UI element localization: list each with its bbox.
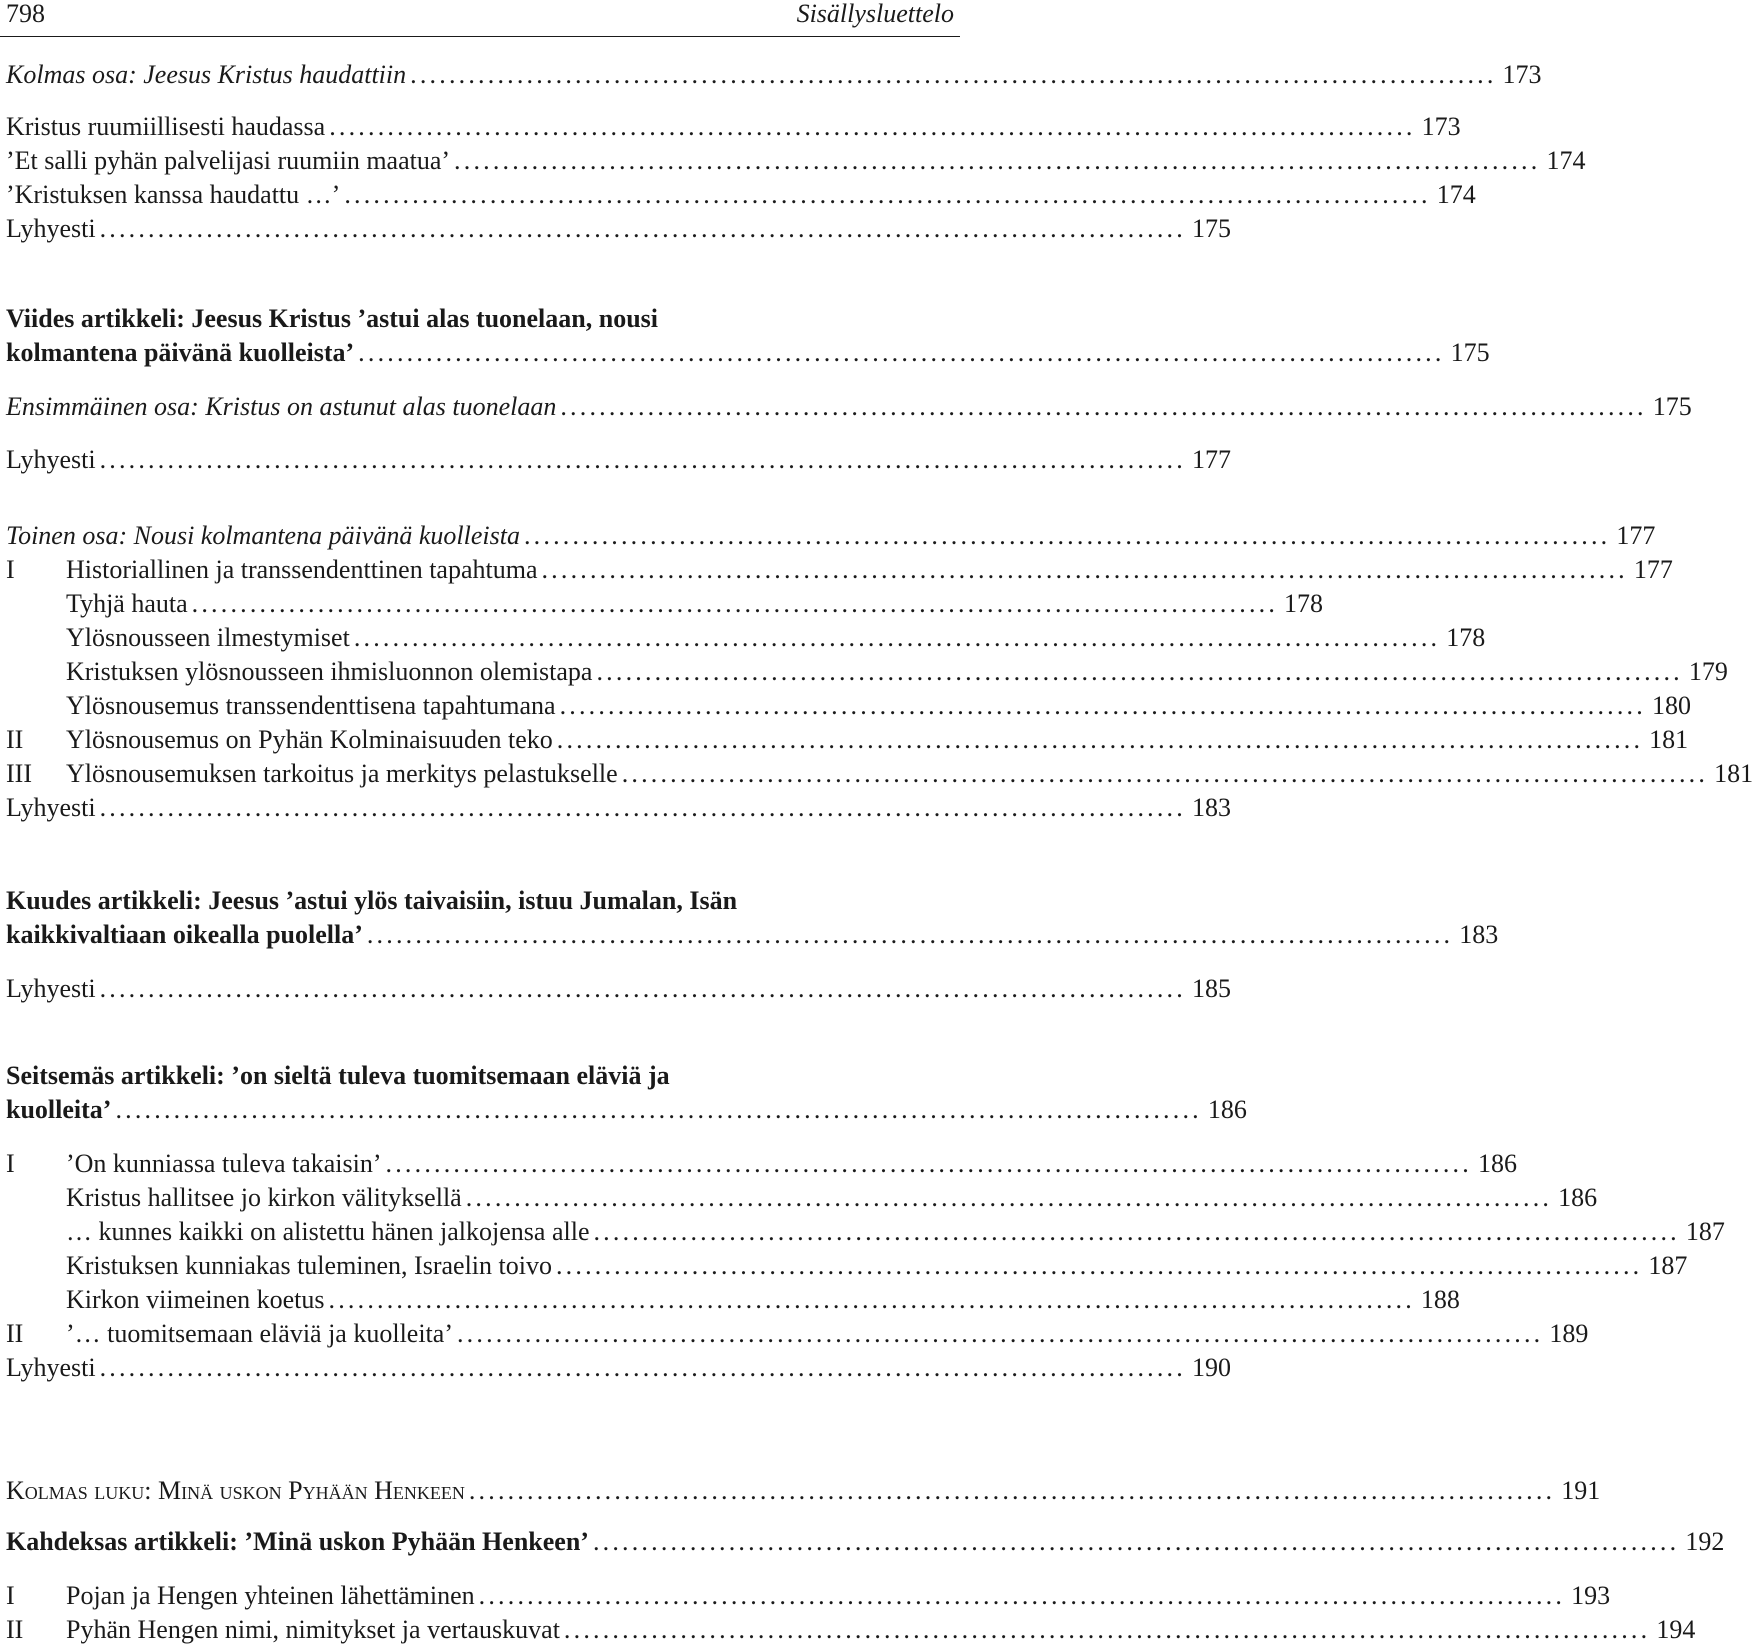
toc-entry[interactable] [6, 1249, 1688, 1283]
dot-leader: ................................................................................................................ [456, 1319, 1544, 1348]
entry-title: ’Kristuksen kanssa haudattu …’ [6, 180, 341, 209]
dot-leader: ................................................................................................................ [559, 691, 1646, 720]
entry-title: kolmantena päivänä kuolleista’ [6, 338, 355, 367]
entry-page: 177 [1616, 521, 1656, 550]
dot-leader: ................................................................................................................ [563, 1615, 1651, 1644]
article-heading: Kuudes artikkeli: Jeesus ’astui ylös taivaisiin, istuu Jumalan, Isän [6, 886, 738, 915]
entry-page: 174 [1436, 180, 1476, 209]
toc-entry[interactable] [6, 212, 1231, 246]
toc-entry[interactable] [6, 972, 1231, 1006]
toc-entry[interactable] [6, 336, 1490, 370]
entry-title: Kristus hallitsee jo kirkon välityksellä [66, 1183, 462, 1212]
entry-page: 175 [1191, 214, 1231, 243]
toc-entry[interactable] [6, 918, 1499, 952]
entry-page: 173 [1502, 60, 1542, 89]
toc-entry[interactable] [6, 1351, 1231, 1385]
entry-page: 181 [1714, 759, 1753, 788]
dot-leader: ................................................................................................................ [115, 1095, 1202, 1124]
dot-leader: ................................................................................................................ [478, 1581, 1566, 1610]
dot-leader: ................................................................................................................ [410, 60, 1497, 89]
entry-title: Lyhyesti [6, 974, 96, 1003]
chapter-title: Kolmas luku: Minä uskon Pyhään Henkeen [6, 1476, 465, 1505]
entry-title: ’… tuomitsemaan eläviä ja kuolleita’ [66, 1319, 453, 1348]
entry-page: 186 [1558, 1183, 1598, 1212]
section-numeral: I [6, 1149, 15, 1178]
entry-page: 173 [1421, 112, 1461, 141]
toc-entry[interactable] [6, 1474, 1601, 1508]
section-numeral: I [6, 1581, 15, 1610]
entry-page: 190 [1191, 1353, 1231, 1382]
dot-leader: ................................................................................................................ [99, 793, 1186, 822]
entry-page: 191 [1561, 1476, 1601, 1505]
entry-title: kaikkivaltiaan oikealla puolella’ [6, 920, 363, 949]
dot-leader: ................................................................................................................ [191, 589, 1279, 618]
toc-entry[interactable] [6, 390, 1692, 424]
dot-leader: ................................................................................................................ [468, 1476, 1556, 1505]
toc-entry[interactable] [6, 1215, 1725, 1249]
section-numeral: II [6, 725, 24, 754]
entry-title: Tyhjä hauta [66, 589, 188, 618]
entry-title: Kristus ruumiillisesti haudassa [6, 112, 326, 141]
dot-leader: ................................................................................................................ [358, 338, 1445, 367]
dot-leader: ................................................................................................................ [385, 1149, 1472, 1178]
toc-entry[interactable] [6, 723, 1689, 757]
entry-page: 186 [1477, 1149, 1517, 1178]
dot-leader: ................................................................................................................ [592, 1527, 1680, 1556]
entry-page: 175 [1450, 338, 1490, 367]
entry-title: Lyhyesti [6, 214, 96, 243]
entry-title: Kirkon viimeinen koetus [66, 1285, 325, 1314]
toc-entry[interactable] [6, 178, 1476, 212]
entry-title: Kristuksen kunniakas tuleminen, Israelin toivo [66, 1251, 552, 1280]
entry-page: 185 [1191, 974, 1231, 1003]
dot-leader: ................................................................................................................ [556, 725, 1644, 754]
entry-title: Pyhän Hengen nimi, nimitykset ja vertauskuvat [66, 1615, 560, 1644]
entry-page: 178 [1446, 623, 1486, 652]
section-numeral: II [6, 1319, 24, 1348]
entry-page: 186 [1207, 1095, 1247, 1124]
toc-entry[interactable] [6, 1613, 1696, 1647]
dot-leader: ................................................................................................................ [560, 392, 1647, 421]
entry-title: Kolmas osa: Jeesus Kristus haudattiin [6, 60, 407, 89]
toc-entry[interactable] [6, 1579, 1611, 1613]
entry-title: ’On kunniassa tuleva takaisin’ [66, 1149, 382, 1178]
entry-title: Toinen osa: Nousi kolmantena päivänä kuolleista [6, 521, 520, 550]
section-numeral: III [6, 759, 32, 788]
toc-entry[interactable] [6, 1317, 1589, 1351]
entry-title: Lyhyesti [6, 1353, 96, 1382]
entry-page: 180 [1651, 691, 1691, 720]
toc-entry[interactable] [6, 1093, 1247, 1127]
toc-entry[interactable] [6, 587, 1324, 621]
entry-page: 181 [1649, 725, 1689, 754]
dot-leader: ................................................................................................................ [541, 555, 1628, 584]
toc-entry[interactable] [6, 621, 1486, 655]
dot-leader: ................................................................................................................ [555, 1251, 1643, 1280]
article-heading: Viides artikkeli: Jeesus Kristus ’astui alas tuonelaan, nousi [6, 304, 659, 333]
toc-entry[interactable] [6, 655, 1728, 689]
toc-entry[interactable] [6, 443, 1231, 477]
toc-entry[interactable] [6, 1147, 1517, 1181]
toc-entry[interactable] [6, 1525, 1725, 1559]
toc-entry[interactable] [6, 791, 1231, 825]
running-title: Sisällysluettelo [796, 0, 954, 28]
entry-title: Lyhyesti [6, 793, 96, 822]
entry-page: 188 [1420, 1285, 1460, 1314]
dot-leader: ................................................................................................................ [621, 759, 1709, 788]
entry-page: 189 [1549, 1319, 1589, 1348]
entry-page: 177 [1191, 445, 1231, 474]
page-number: 798 [6, 0, 45, 28]
entry-page: 193 [1571, 1581, 1611, 1610]
entry-title: Ylösnousemus on Pyhän Kolminaisuuden teko [66, 725, 553, 754]
entry-title: Kristuksen ylösnousseen ihmisluonnon olemistapa [66, 657, 593, 686]
entry-page: 192 [1685, 1527, 1725, 1556]
entry-page: 179 [1688, 657, 1728, 686]
article-heading: Seitsemäs artikkeli: ’on sieltä tuleva tuomitsemaan eläviä ja [6, 1061, 670, 1090]
entry-title: Ylösnousemuksen tarkoitus ja merkitys pelastukselle [66, 759, 618, 788]
dot-leader: ................................................................................................................ [454, 146, 1541, 175]
entry-page: 178 [1284, 589, 1324, 618]
dot-leader: ................................................................................................................ [99, 214, 1186, 243]
entry-title: Ylösnousemus transsendenttisena tapahtumana [66, 691, 556, 720]
entry-page: 177 [1633, 555, 1673, 584]
dot-leader: ................................................................................................................ [99, 445, 1186, 474]
entry-page: 174 [1546, 146, 1586, 175]
dot-leader: ................................................................................................................ [465, 1183, 1553, 1212]
entry-title: Lyhyesti [6, 445, 96, 474]
toc-entry[interactable] [6, 110, 1461, 144]
entry-page: 187 [1648, 1251, 1688, 1280]
entry-title: ’Et salli pyhän palvelijasi ruumiin maatua’ [6, 146, 451, 175]
dot-leader: ................................................................................................................ [353, 623, 1441, 652]
toc-entry[interactable] [6, 689, 1691, 723]
entry-page: 183 [1191, 793, 1231, 822]
entry-title: Kahdeksas artikkeli: ’Minä uskon Pyhään Henkeen’ [6, 1527, 589, 1556]
entry-title: kuolleita’ [6, 1095, 112, 1124]
dot-leader: ................................................................................................................ [344, 180, 1431, 209]
dot-leader: ................................................................................................................ [99, 1353, 1186, 1382]
entry-page: 183 [1459, 920, 1499, 949]
toc-entry[interactable] [6, 553, 1673, 587]
entry-page: 187 [1685, 1217, 1725, 1246]
toc-entry[interactable] [6, 144, 1586, 178]
entry-page: 194 [1656, 1615, 1696, 1644]
toc-entry[interactable] [6, 757, 1753, 791]
dot-leader: ................................................................................................................ [328, 1285, 1415, 1314]
entry-title: Historiallinen ja transsendenttinen tapahtuma [66, 555, 538, 584]
entry-title: Ylösnousseen ilmestymiset [66, 623, 350, 652]
dot-leader: ................................................................................................................ [596, 657, 1683, 686]
entry-title: … kunnes kaikki on alistettu hänen jalkojensa alle [66, 1217, 590, 1246]
dot-leader: ................................................................................................................ [329, 112, 1416, 141]
entry-page: 175 [1652, 392, 1692, 421]
entry-title: Pojan ja Hengen yhteinen lähettäminen [66, 1581, 475, 1610]
dot-leader: ................................................................................................................ [523, 521, 1611, 550]
toc-entry[interactable] [6, 1283, 1460, 1317]
dot-leader: ................................................................................................................ [99, 974, 1186, 1003]
toc-entry[interactable] [6, 1181, 1598, 1215]
dot-leader: ................................................................................................................ [593, 1217, 1680, 1246]
section-numeral: I [6, 555, 15, 584]
entry-title: Ensimmäinen osa: Kristus on astunut alas tuonelaan [6, 392, 557, 421]
dot-leader: ................................................................................................................ [366, 920, 1454, 949]
section-numeral: II [6, 1615, 24, 1644]
toc-entry[interactable] [6, 58, 1542, 92]
toc-entry[interactable] [6, 519, 1656, 553]
